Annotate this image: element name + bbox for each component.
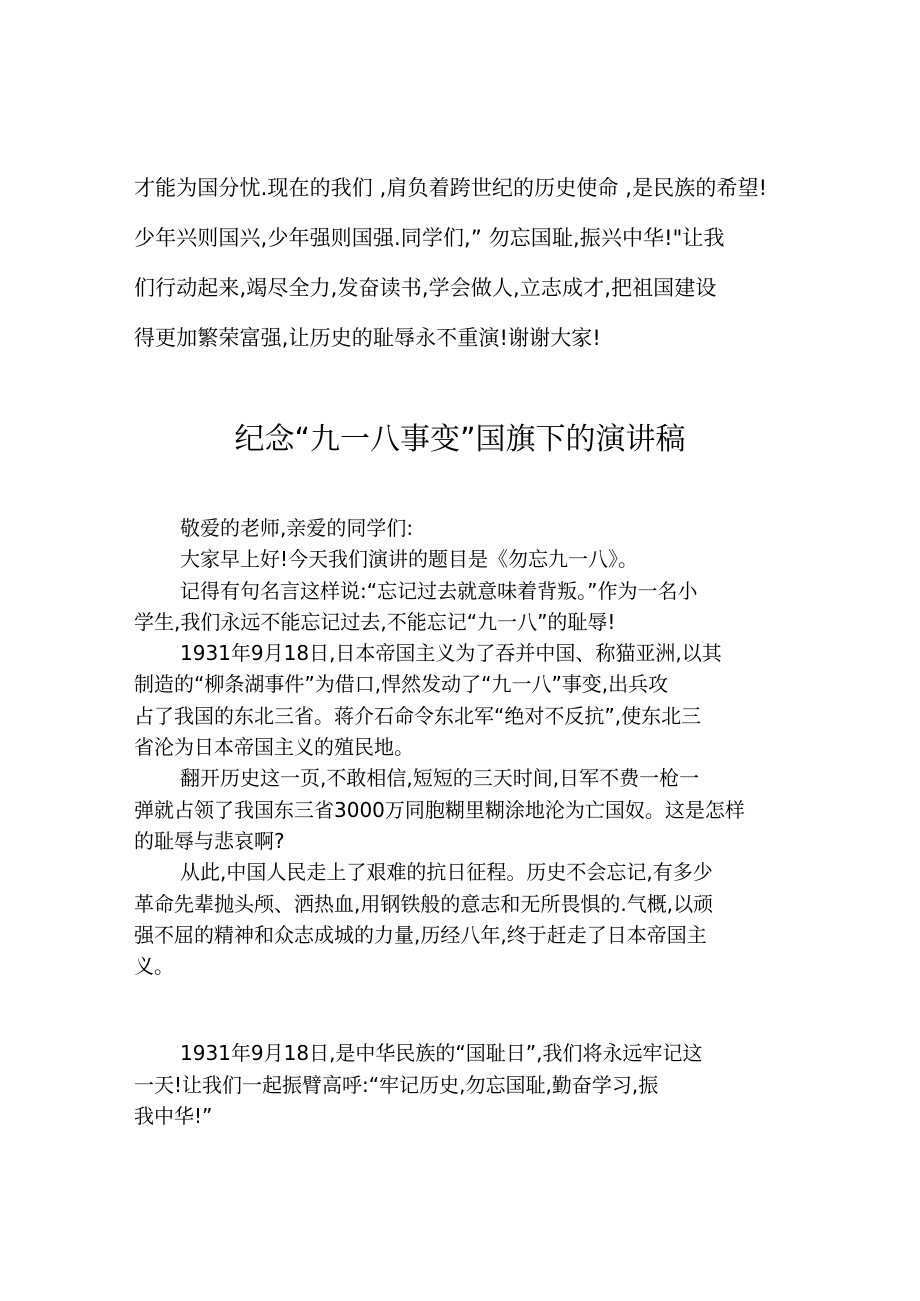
- speech-body: [134, 513, 794, 1132]
- text-line: 大家早上好!今天我们演讲的题目是《勿忘九一八》。: [180, 547, 639, 572]
- text-line: 记得有句名言这样说:“忘记过去就意味着背叛。”作为一名小: [180, 578, 698, 603]
- text-line: 1931年9月18日,是中华民族的“国耻日”,我们将永远牢记这: [180, 1041, 703, 1066]
- greeting-line: 敬爱的老师,亲爱的同学们:: [180, 516, 414, 540]
- text-line: 制造的“柳条湖事件”为借口,悍然发动了“九一八”事变,出兵攻: [134, 672, 669, 697]
- text-line: 义。: [134, 954, 174, 979]
- text-line: 得更加繁荣富强,让历史的耻辱永不重演!谢谢大家!: [134, 326, 601, 350]
- text-line: 强不屈的精神和众志成城的力量,历经八年,终于赶走了日本帝国主: [134, 922, 707, 947]
- text-line: 的耻辱与悲哀啊?: [134, 828, 285, 853]
- text-line: 学生,我们永远不能忘记过去,不能忘记“九一八”的耻辱!: [134, 609, 616, 634]
- speech-title: 纪念“九一八事变”国旗下的演讲稿: [234, 422, 686, 457]
- text-line: 一天!让我们一起振臂高呼:“牢记历史,勿忘国耻,勤奋学习,振: [134, 1072, 659, 1097]
- text-line: 翻开历史这一页,不敢相信,短短的三天时间,日军不费一枪一: [180, 766, 700, 791]
- text-line: 省沦为日本帝国主义的殖民地。: [134, 735, 414, 760]
- text-line: 弹就占领了我国东三省3000万同胞糊里糊涂地沦为亡国奴。这是怎样: [134, 797, 745, 822]
- text-line: 占了我国的东北三省。蒋介石命令东北军“绝对不反抗”,使东北三: [134, 703, 702, 728]
- text-line: 1931年9月18日,日本帝国主义为了吞并中国、称猫亚洲,以其: [180, 641, 722, 666]
- paragraph-gap: [134, 982, 794, 1038]
- previous-speech-ending: [134, 170, 794, 370]
- text-line: 从此,中国人民走上了艰难的抗日征程。历史不会忘记,有多少: [180, 860, 713, 885]
- text-line: 我中华!”: [134, 1104, 213, 1129]
- text-line: 革命先辈抛头颅、洒热血,用钢铁般的意志和无所畏惧的.气概,以顽: [134, 891, 714, 916]
- text-line: 才能为国分忧.现在的我们 ,肩负着跨世纪的历史使命 ,是民族的希望!: [134, 176, 768, 200]
- text-line: 们行动起来,竭尽全力,发奋读书,学会做人,立志成才,把祖国建设: [134, 276, 717, 300]
- text-line: 少年兴则国兴,少年强则国强.同学们,” 勿忘国耻,振兴中华!"让我: [134, 226, 725, 250]
